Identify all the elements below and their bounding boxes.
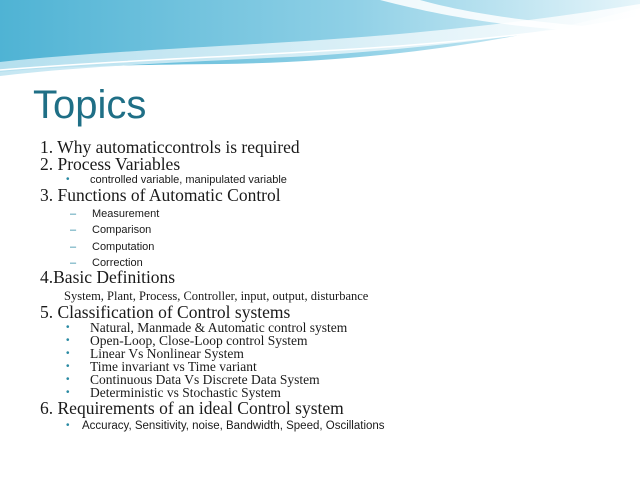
list-item: Comparison: [92, 224, 152, 236]
list-item: Natural, Manmade & Automatic control system: [90, 320, 348, 335]
bullet-icon: •: [66, 420, 70, 431]
section-heading-4: 4.Basic Definitions: [40, 267, 176, 287]
bullet-icon: •: [66, 348, 70, 359]
section-heading-6: 6. Requirements of an ideal Control system: [40, 398, 344, 418]
bullet-icon: •: [66, 374, 70, 385]
list-item: Correction: [92, 257, 143, 269]
dash-icon: –: [70, 241, 77, 253]
list-item: Accuracy, Sensitivity, noise, Bandwidth, Speed, Oscillations: [82, 420, 385, 432]
bullet-icon: •: [66, 322, 70, 333]
list-item: Deterministic vs Stochastic System: [90, 385, 281, 400]
slide-title: Topics: [33, 83, 147, 127]
list-item: Time invariant vs Time variant: [90, 359, 257, 374]
bullet-icon: •: [66, 387, 70, 398]
dash-icon: –: [70, 257, 77, 269]
list-item: Linear Vs Nonlinear System: [90, 346, 244, 361]
list-item: Open-Loop, Close-Loop control System: [90, 333, 308, 348]
list-item: Continuous Data Vs Discrete Data System: [90, 372, 320, 387]
bullet-icon: •: [66, 361, 70, 372]
section-heading-3: 3. Functions of Automatic Control: [40, 185, 281, 205]
dash-icon: –: [70, 208, 77, 220]
list-item: controlled variable, manipulated variable: [90, 174, 287, 186]
bullet-icon: •: [66, 174, 70, 185]
section-heading-2: 2. Process Variables: [40, 154, 181, 174]
dash-icon: –: [70, 224, 77, 236]
definitions-text: System, Plant, Process, Controller, input, output, disturbance: [64, 289, 369, 303]
list-item: Computation: [92, 241, 155, 253]
section-heading-1: 1. Why automaticcontrols is required: [40, 137, 300, 157]
section-heading-5: 5. Classification of Control systems: [40, 302, 291, 322]
bullet-icon: •: [66, 335, 70, 346]
list-item: Measurement: [92, 208, 160, 220]
